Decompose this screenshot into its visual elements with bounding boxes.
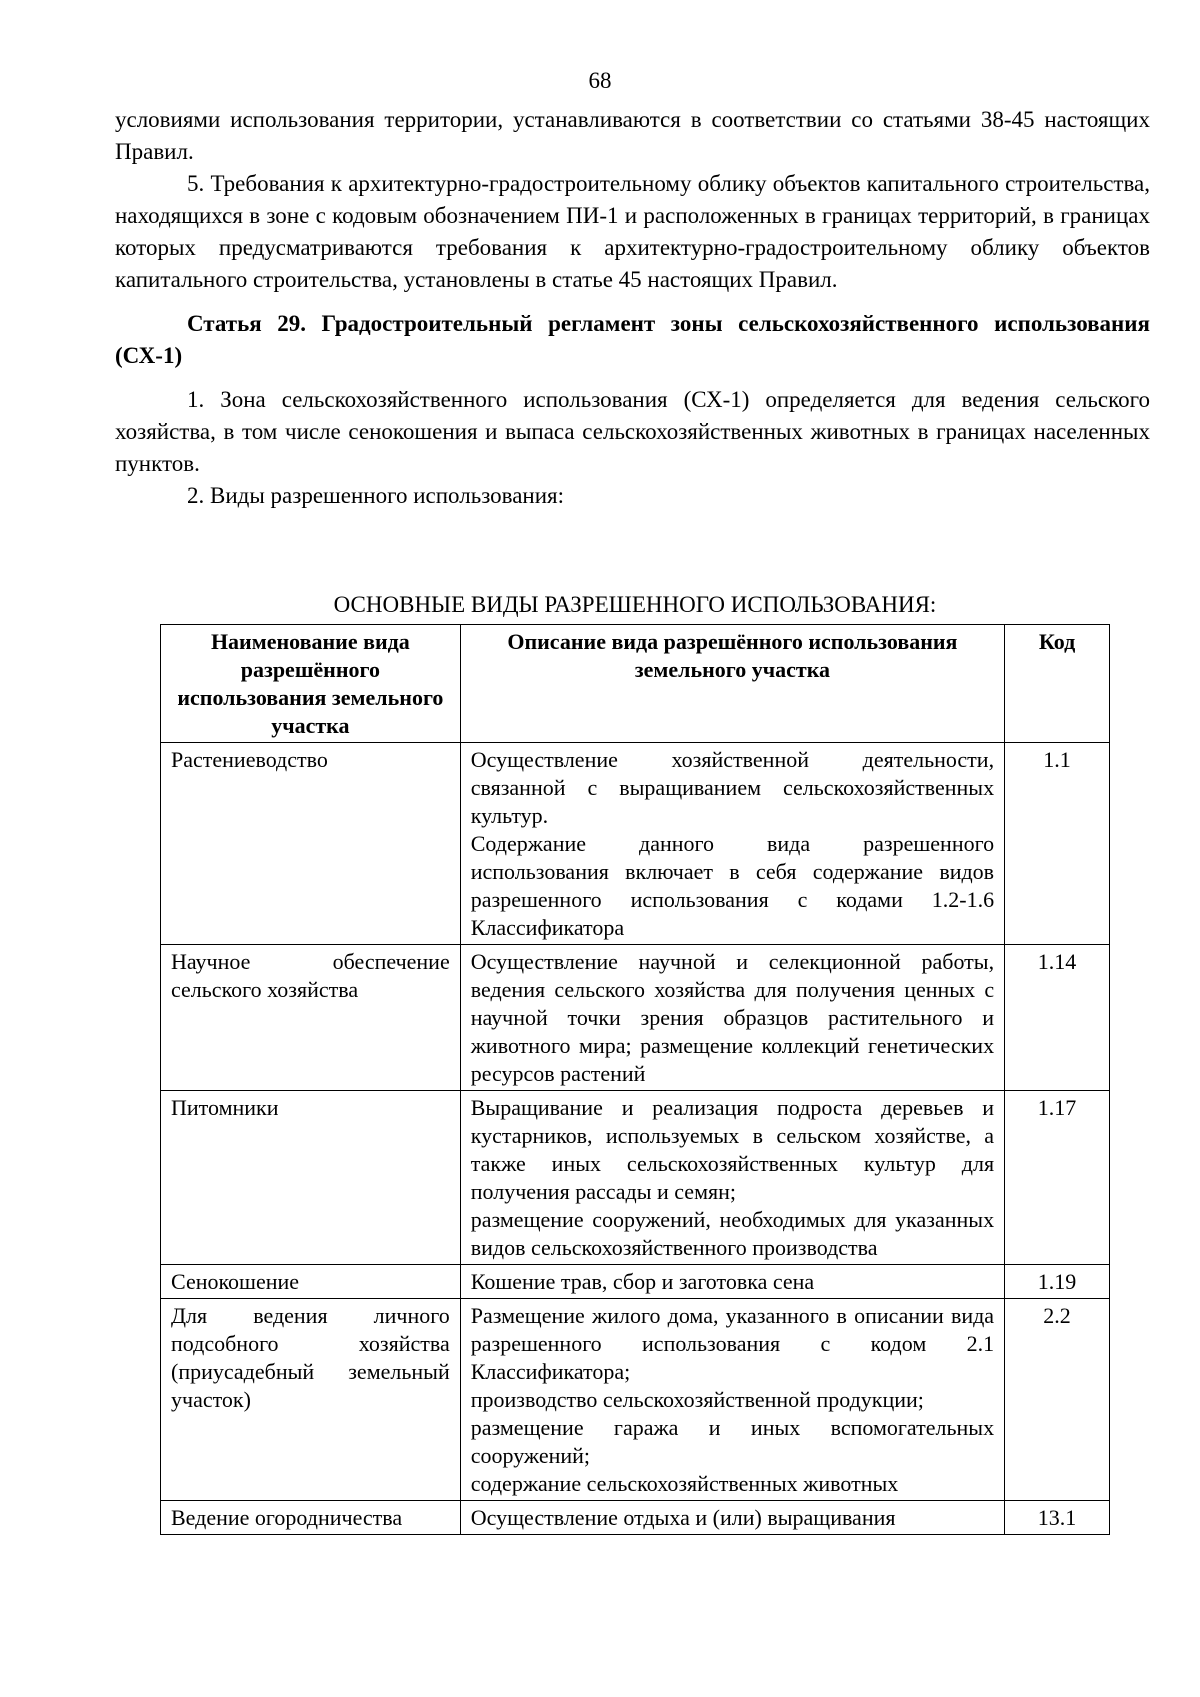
permitted-use-table xyxy=(160,624,1110,1535)
paragraph: условиями использования территории, устанавливаются в соответствии со статьями 38-45 настоящих Правил. xyxy=(115,107,1150,164)
use-code-cell: 1.1 xyxy=(1005,743,1110,945)
description-line: Содержание данного вида разрешенного использования включает в себя содержание видов разрешенного использования с кодами 1.2-1.6 Классификатора xyxy=(470,831,995,940)
description-line: содержание сельскохозяйственных животных xyxy=(470,1471,899,1496)
use-description-cell xyxy=(460,1091,1004,1265)
body-text xyxy=(115,104,1150,512)
table-row xyxy=(161,1091,1110,1265)
description-line: Осуществление научной и селекционной работы, ведения сельского хозяйства для получения ценных с научной точки зрения образцов растительного и животного мира; размещение коллекций генетических ресурсов растений xyxy=(470,949,995,1086)
use-description-cell xyxy=(460,743,1004,945)
page-number: 68 xyxy=(588,68,612,93)
table-row xyxy=(161,1299,1110,1501)
article-heading: Статья 29. Градостроительный регламент зоны сельскохозяйственного использования (СХ-1) xyxy=(115,311,1150,368)
use-description-cell xyxy=(460,1501,1004,1535)
use-code-cell: 13.1 xyxy=(1005,1501,1110,1535)
use-description-cell xyxy=(460,1299,1004,1501)
table-row xyxy=(161,1501,1110,1535)
description-line: Осуществление отдыха и (или) выращивания xyxy=(470,1505,896,1530)
description-line: Выращивание и реализация подроста деревьев и кустарников, используемых в сельском хозяйстве, а также иных сельскохозяйственных культур для получения рассады и семян; xyxy=(470,1095,995,1204)
paragraph: 1. Зона сельскохозяйственного использования (СХ-1) определяется для ведения сельского хозяйства, в том числе сенокошения и выпаса сельскохозяйственных животных в границах населенных пунктов. xyxy=(115,387,1150,476)
use-name-cell: Ведение огородничества xyxy=(161,1501,461,1535)
table-row xyxy=(161,1265,1110,1299)
table-row xyxy=(161,945,1110,1091)
use-name-cell: Научное обеспечение сельского хозяйства xyxy=(161,945,461,1091)
use-description-cell xyxy=(460,945,1004,1091)
table-row xyxy=(161,743,1110,945)
header-code: Код xyxy=(1005,625,1110,743)
description-line: производство сельскохозяйственной продукции; xyxy=(470,1387,924,1412)
paragraph: 2. Виды разрешенного использования: xyxy=(187,483,564,508)
table-title: ОСНОВНЫЕ ВИДЫ РАЗРЕШЕННОГО ИСПОЛЬЗОВАНИЯ: xyxy=(333,592,937,617)
paragraph: 5. Требования к архитектурно-градостроительному облику объектов капитального строительства, находящихся в зоне с кодовым обозначением ПИ-1 и расположенных в границах территорий, в границах которых предусматриваются требования к архитектурно-градостроительному облику объектов капитального строительства, установлены в статье 45 настоящих Правил. xyxy=(115,171,1150,292)
use-code-cell: 2.2 xyxy=(1005,1299,1110,1501)
use-code-cell: 1.19 xyxy=(1005,1265,1110,1299)
description-line: размещение сооружений, необходимых для указанных видов сельскохозяйственного производства xyxy=(470,1207,995,1260)
header-description: Описание вида разрешённого использования земельного участка xyxy=(460,625,1004,743)
use-name-cell: Для ведения личного подсобного хозяйства (приусадебный земельный участок) xyxy=(161,1299,461,1501)
use-name-cell: Сенокошение xyxy=(161,1265,461,1299)
description-line: Осуществление хозяйственной деятельности, связанной с выращиванием сельскохозяйственных культур. xyxy=(470,747,995,828)
use-code-cell: 1.14 xyxy=(1005,945,1110,1091)
use-description-cell xyxy=(460,1265,1004,1299)
description-line: размещение гаража и иных вспомогательных сооружений; xyxy=(470,1415,995,1468)
table-header-row xyxy=(161,625,1110,743)
use-code-cell: 1.17 xyxy=(1005,1091,1110,1265)
description-line: Размещение жилого дома, указанного в описании вида разрешенного использования с кодом 2.1 Классификатора; xyxy=(470,1303,995,1384)
use-name-cell: Питомники xyxy=(161,1091,461,1265)
header-name: Наименование вида разрешённого использования земельного участка xyxy=(161,625,461,743)
description-line: Кошение трав, сбор и заготовка сена xyxy=(470,1269,815,1294)
use-name-cell: Растениеводство xyxy=(161,743,461,945)
